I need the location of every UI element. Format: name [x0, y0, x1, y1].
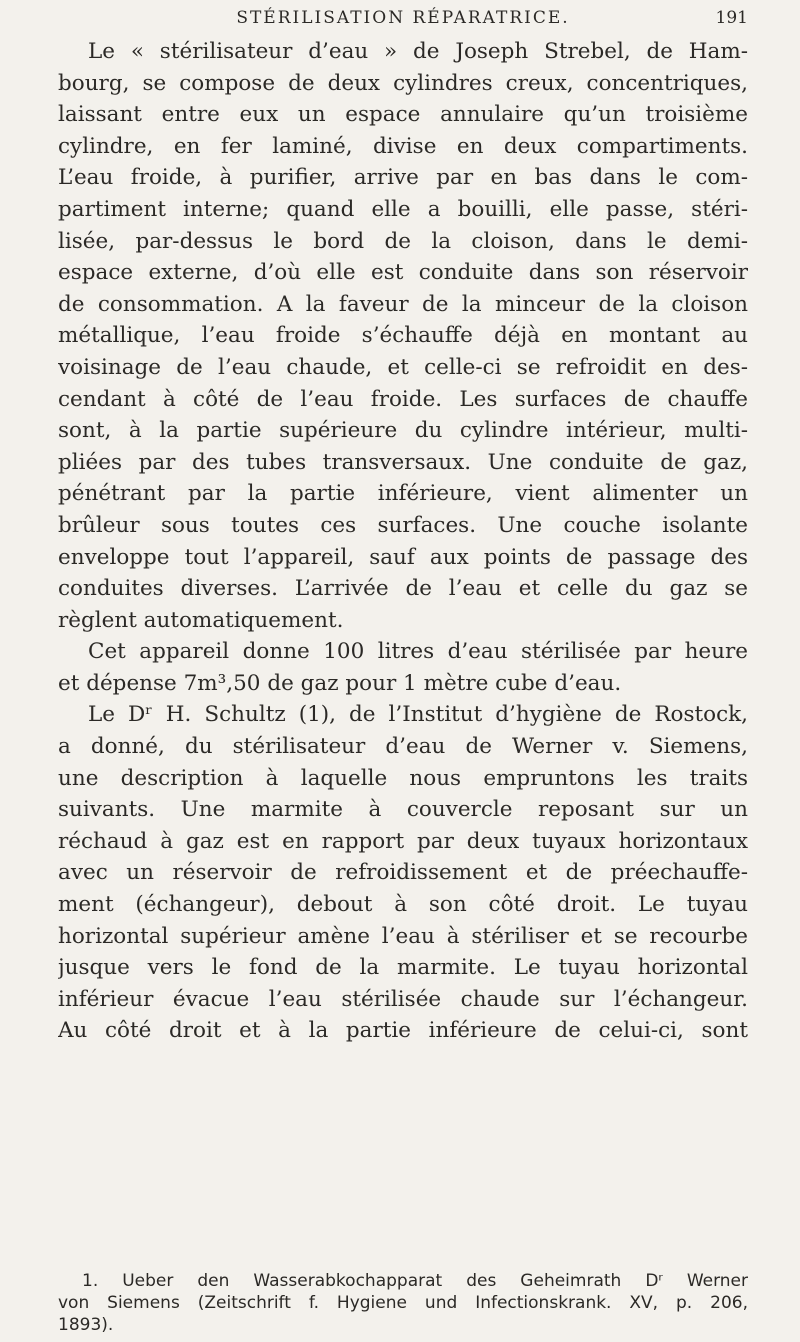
text-line: cylindre, en fer laminé, divise en deux compartiments.	[58, 133, 748, 159]
text-line: Au côté droit et à la partie inférieure de celui-ci, sont	[58, 1018, 748, 1044]
body-text	[58, 36, 748, 1047]
text-line: inférieur évacue l’eau stérilisée chaude sur l’échangeur.	[58, 986, 748, 1012]
page-header	[58, 4, 748, 38]
text-line: partiment interne; quand elle a bouilli, elle passe, stéri-	[58, 196, 748, 222]
footnote-line: 1. Ueber den Wasserabkochapparat des Geheimrath Dʳ Werner	[82, 1271, 748, 1291]
text-line: conduites diverses. L’arrivée de l’eau et celle du gaz se	[58, 576, 748, 602]
text-line: ment (échangeur), debout à son côté droit. Le tuyau	[58, 892, 748, 918]
page-number: 191	[715, 8, 748, 28]
text-line: a donné, du stérilisateur d’eau de Werner v. Siemens,	[58, 734, 748, 760]
footnote-line: von Siemens (Zeitschrift f. Hygiene und Infectionskrank. XV, p. 206,	[58, 1293, 748, 1313]
text-line: horizontal supérieur amène l’eau à stériliser et se recourbe	[58, 923, 748, 949]
text-line: pénétrant par la partie inférieure, vient alimenter un	[58, 481, 748, 507]
text-line: sont, à la partie supérieure du cylindre intérieur, multi-	[58, 418, 748, 444]
text-line: suivants. Une marmite à couvercle reposant sur un	[58, 797, 748, 823]
text-line: pliées par des tubes transversaux. Une conduite de gaz,	[58, 449, 748, 475]
running-title: STÉRILISATION RÉPARATRICE.	[236, 8, 570, 28]
text-line: lisée, par-dessus le bord de la cloison, dans le demi-	[58, 228, 748, 254]
text-line: cendant à côté de l’eau froide. Les surfaces de chauffe	[58, 386, 748, 412]
text-line: Le « stérilisateur d’eau » de Joseph Strebel, de Ham-	[88, 39, 748, 64]
text-line: avec un réservoir de refroidissement et de préechauffe-	[58, 860, 748, 886]
text-line: règlent automatiquement.	[58, 607, 344, 633]
footnote-line: 1893).	[58, 1315, 114, 1335]
text-line: réchaud à gaz est en rapport par deux tuyaux horizontaux	[58, 828, 748, 854]
footnotes	[58, 1270, 748, 1336]
text-line: Cet appareil donne 100 litres d’eau stérilisée par heure	[88, 639, 748, 665]
text-line: une description à laquelle nous empruntons les traits	[58, 765, 748, 791]
text-line: espace externe, d’où elle est conduite dans son réservoir	[58, 260, 748, 286]
text-line: bourg, se compose de deux cylindres creux, concentriques,	[58, 70, 748, 96]
text-line: Le Dʳ H. Schultz (1), de l’Institut d’hygiène de Rostock,	[88, 702, 748, 728]
text-line: laissant entre eux un espace annulaire qu’un troisième	[58, 102, 748, 128]
text-line: jusque vers le fond de la marmite. Le tuyau horizontal	[58, 955, 748, 981]
text-line: métallique, l’eau froide s’échauffe déjà en montant au	[58, 323, 748, 349]
text-line: brûleur sous toutes ces surfaces. Une couche isolante	[58, 512, 748, 538]
text-line: enveloppe tout l’appareil, sauf aux points de passage des	[58, 544, 748, 570]
text-line: et dépense 7m³,50 de gaz pour 1 mètre cube d’eau.	[58, 670, 622, 696]
text-line: L’eau froide, à purifier, arrive par en bas dans le com-	[58, 165, 748, 191]
text-line: voisinage de l’eau chaude, et celle-ci se refroidit en des-	[58, 354, 748, 380]
text-line: de consommation. A la faveur de la minceur de la cloison	[58, 291, 748, 317]
